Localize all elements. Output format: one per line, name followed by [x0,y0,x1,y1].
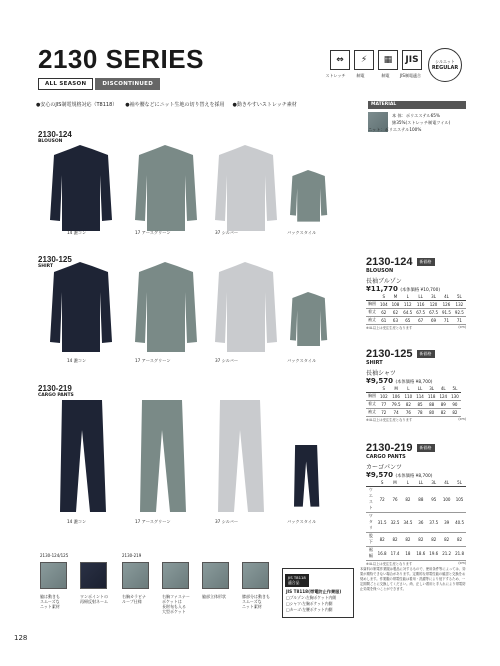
feature-item: ●安心のJIS制電規格対応（T8118） [36,102,118,108]
spec-jp-name: 長袖シャツ [366,370,396,377]
detail-group-label: 2130-124/125 [40,553,69,558]
table-header-row: S M L LL 3L 4L 5L [366,479,466,486]
new-price-tag: 新価格 [417,350,435,358]
pants-navy [60,400,106,512]
feature-item: ●袖や腰などにニット生地の切り替えを採用 [125,102,225,108]
badge-status: DISCONTINUED [95,78,160,90]
blouson-green [135,145,197,231]
table-row: 袖丈 72 74 76 78 80 82 82 [366,408,461,416]
table-header-row: S M L LL 3L 4L 5L [366,385,461,392]
spec-model: 2130-219 [366,442,413,454]
color-caption: 14 濃コン [67,230,87,235]
icon-label: JIS制電適合 [400,73,421,78]
spec-price: ¥9,570 (本体価格 ¥8,700) [366,471,433,479]
model-sub: BLOUSON [38,139,63,144]
detail-caption: 膝部分は動きも スムーズな ニット素材 [242,594,270,609]
table-note: ※4L以上は受注生産となります [366,561,413,566]
detail-caption: 脇は動きも スムーズな ニット素材 [40,594,60,609]
color-caption: 14 濃コン [67,519,87,524]
blouson-navy [50,145,112,231]
material-line: 綿35%(ストレッチ制電ツイル) [392,119,451,125]
pants-back [294,445,319,507]
color-caption: 37 シルバー [215,519,239,524]
model-sub: SHIRT [38,264,54,269]
color-caption: バックスタイル [287,358,317,363]
color-caption: 37 シルバー [215,358,239,363]
detail-thumb [202,562,229,589]
model-sub: CARGO PANTS [38,393,74,398]
table-header-row: S M L LL 3L 4L 5L [366,293,466,300]
spec-jp-name: カーゴパンツ [366,464,403,471]
shirt-navy [50,262,112,352]
detail-thumb [40,562,67,589]
jis-tag: JIS T8118 適合品 [285,574,309,587]
jis-item: □ブルゾン:左胸ポケット内側 [286,595,337,600]
material-heading: MATERIAL [368,101,466,109]
spec-pants [366,442,466,566]
pants-green [140,400,186,512]
size-table [366,479,466,561]
table-row: ウエスト 72 76 82 88 95 100 105 [366,486,466,512]
detail-caption: 脇部立体形状 [202,594,226,599]
icon-label: ストレッチ [325,73,346,78]
material-text [392,113,450,126]
table-row: 裾幅 16.8 17.4 18 18.6 19.6 21.2 21.8 [366,546,466,560]
new-price-tag: 新価格 [417,444,435,452]
spec-shirt [366,348,466,422]
color-caption: 17 アースグリーン [135,230,171,235]
feature-item: ●動きやすいストレッチ素材 [232,102,297,108]
antistatic-icon: ⚡ [354,50,374,70]
table-unit: (cm) [458,324,466,329]
detail-thumb [162,562,189,589]
material-line: 本 体：ポリエステル65% [392,113,440,118]
icon-label: 制電 [381,73,390,78]
spec-model: 2130-125 [366,348,413,360]
jis-item: □カーゴ:左腰ポケット内側 [286,607,333,612]
table-unit: (cm) [458,416,466,421]
antistatic-note: 本資料の制電作業服は製品に対するもので、使用条件等によっては、効果が期待できない場合があります。定期的な帯電性能の確認と交換をお奨めします。作業服の帯電性能は着用・洗濯等により低下するため、一定期間ごとに交換してください。尚、正しい着用と手入れにより帯電防止効果を保つことができます。 [360,567,466,591]
color-caption: 17 アースグリーン [135,519,171,524]
table-row: 胸囲 104 108 112 116 120 126 132 [366,300,466,308]
shirt-illustrations [40,262,360,358]
stretch-icon: ⇔ [330,50,350,70]
blouson-silver [215,145,277,231]
jis-title: JIS T8118(帯電防止作業服) [286,589,342,594]
spec-price: ¥9,570 (本体価格 ¥8,700) [366,377,433,385]
pants-silver [218,400,264,512]
table-row: 袖丈 61 63 65 67 69 71 71 [366,316,466,324]
color-caption: 37 シルバー [215,230,239,235]
color-caption: バックスタイル [287,230,317,235]
silhouette-top: シルエット [435,59,455,64]
spec-jp-name: 長袖ブルゾン [366,278,402,285]
spec-sub: SHIRT [366,360,383,366]
table-row: 着丈 77 79.5 82 85 88 89 90 [366,400,461,408]
jis-box [282,568,354,618]
table-note: ※4L以上は受注生産となります [366,417,413,422]
size-table [366,385,461,417]
model-number: 2130-219 [38,384,72,393]
badge-season: ALL SEASON [38,78,93,90]
spec-model: 2130-124 [366,256,413,268]
material-line: ニット：ポリエステル100% [368,127,422,132]
spec-sub: BLOUSON [366,268,394,274]
series-title: 2130 SERIES [38,44,204,74]
model-number: 2130-124 [38,130,72,139]
jis-icon: JIS [402,50,422,70]
detail-thumb [80,562,107,589]
feature-list [36,101,297,108]
feature-icon-labels [325,73,421,79]
shirt-silver [215,262,277,352]
spec-blouson [366,256,466,330]
silhouette-icon [428,48,462,82]
table-unit: (cm) [458,560,466,565]
table-row: 胸囲 102 106 110 114 118 124 130 [368,393,459,399]
pants-illustrations [40,400,360,518]
shirt-back [290,292,327,346]
detail-group-label: 2130-219 [122,553,142,558]
model-number: 2130-125 [38,255,72,264]
size-table [366,293,466,325]
detail-caption: 右胸ファスナー ポケットは 長財布も入る 大型ポケット [162,594,190,614]
detail-thumb [242,562,269,589]
blouson-back [290,170,327,222]
shirt-green [135,262,197,352]
feature-icons [330,50,422,70]
color-caption: 17 アースグリーン [135,358,171,363]
detail-caption: 右胸カラビナ ループ仕様 [122,594,146,604]
new-price-tag: 新価格 [417,258,435,266]
page-number: 128 [14,634,28,642]
color-caption: 14 濃コン [67,358,87,363]
detail-thumb [122,562,149,589]
table-row: 着丈 62 62 64.5 67.5 67.5 91.5 92.5 [368,309,464,315]
color-caption: バックスタイル [287,519,317,524]
jis-item: □シャツ:左胸ポケット内側 [286,601,333,606]
table-row: 股下 82 82 82 82 82 82 82 [366,532,466,546]
spec-price: ¥11,770 (本体価格 ¥10,700) [366,285,441,293]
silhouette-main: REGULAR [431,65,459,71]
spec-sub: CARGO PANTS [366,454,406,460]
detail-caption: ワンポイントの 再帰反射ネーム [80,594,108,604]
table-row: ワタリ 31.5 32.5 34.5 36 37.5 39 40.5 [366,512,466,532]
section-label-pants [38,384,74,398]
antistatic-jis-icon: ▦ [378,50,398,70]
badge-row [38,78,160,90]
icon-label: 制電 [356,73,365,78]
table-note: ※4L以上は受注生産となります [366,325,413,330]
blouson-illustrations [40,140,360,240]
